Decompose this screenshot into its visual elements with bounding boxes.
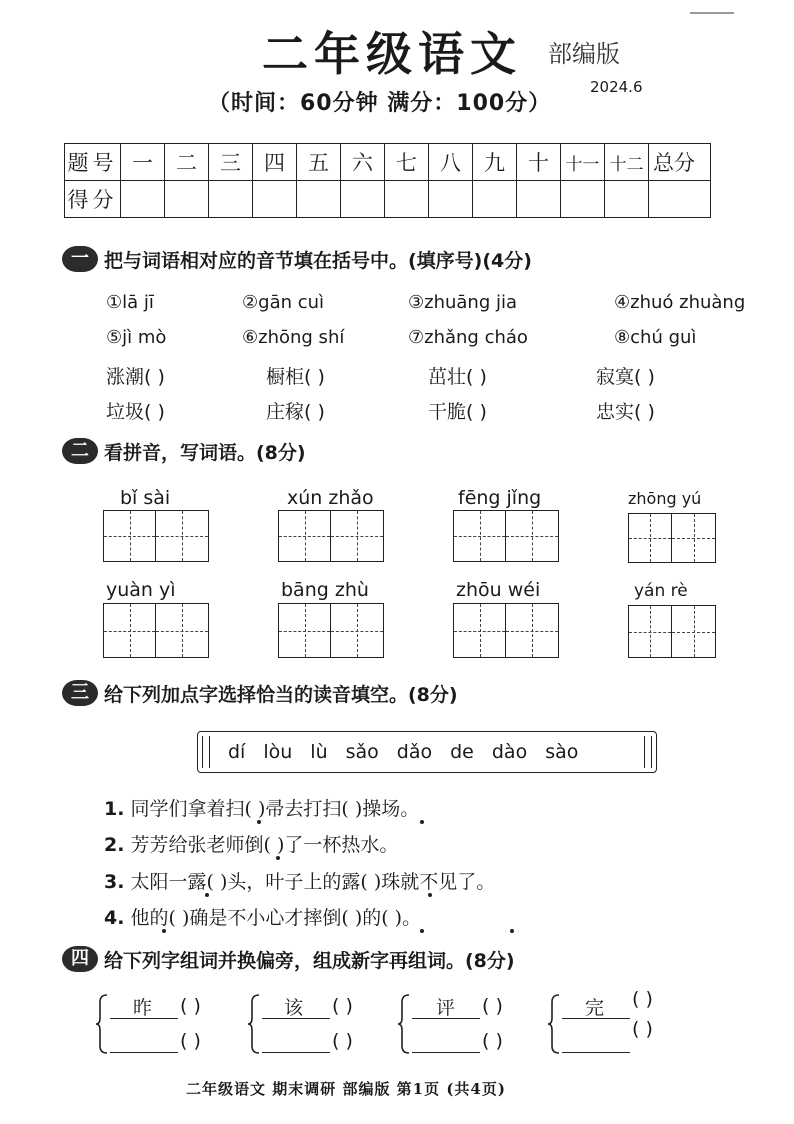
- writing-grid[interactable]: [103, 510, 209, 562]
- answer-line[interactable]: [110, 1018, 178, 1019]
- pinyin-option: ③zhuāng jia: [408, 292, 518, 313]
- score-cell[interactable]: [385, 181, 429, 218]
- question-text: 同学们拿着扫( )帚去打扫( )操场。: [130, 798, 420, 820]
- emphasis-dot: [257, 820, 261, 824]
- pinyin-prompt: bāng zhù: [281, 579, 369, 601]
- question-text: 太阳一露( )头，叶子上的露( )珠就不见了。: [130, 871, 496, 893]
- score-col-11: 十一: [561, 144, 605, 181]
- sound-option: lù: [310, 741, 328, 763]
- writing-grid[interactable]: [453, 510, 559, 562]
- word-paren[interactable]: ( ): [332, 1030, 353, 1052]
- score-cell[interactable]: [561, 181, 605, 218]
- word-paren[interactable]: ( ): [482, 995, 503, 1017]
- score-table: [64, 143, 711, 218]
- answer-line[interactable]: [412, 1018, 480, 1019]
- brace-icon: [96, 994, 108, 1054]
- scan-mark: [690, 12, 734, 22]
- base-character: 该: [284, 997, 304, 1019]
- writing-grid[interactable]: [103, 603, 209, 658]
- score-table-row1-label: 题号: [65, 144, 121, 181]
- answer-line[interactable]: [262, 1018, 330, 1019]
- pinyin-option: ⑥zhōng shí: [242, 327, 345, 348]
- emphasis-dot: [162, 929, 166, 933]
- answer-line[interactable]: [412, 1052, 480, 1053]
- pinyin-prompt: yán rè: [634, 581, 688, 601]
- word-paren[interactable]: ( ): [482, 1030, 503, 1052]
- score-col-2: 二: [165, 144, 209, 181]
- word-paren[interactable]: ( ): [632, 988, 653, 1010]
- section-2-badge: 二: [62, 438, 98, 464]
- writing-grid[interactable]: [628, 605, 716, 658]
- word-paren[interactable]: ( ): [332, 995, 353, 1017]
- word-paren[interactable]: ( ): [180, 995, 201, 1017]
- emphasis-dot: [420, 929, 424, 933]
- pinyin-prompt: zhōu wéi: [456, 579, 541, 601]
- writing-grid[interactable]: [278, 603, 384, 658]
- page-title: 二年级语文: [262, 27, 522, 81]
- pinyin-option: ⑤jì mò: [106, 327, 167, 348]
- pinyin-option: ②gān cuì: [242, 292, 325, 313]
- score-total-label: 总分: [649, 144, 711, 181]
- word-blank[interactable]: 涨潮( ): [106, 366, 165, 388]
- score-col-3: 三: [209, 144, 253, 181]
- word-blank[interactable]: 橱柜( ): [266, 366, 325, 388]
- section-1-badge: 一: [62, 246, 98, 272]
- brace-icon: [248, 994, 260, 1054]
- question-text: 芳芳给张老师倒( )了一杯热水。: [130, 834, 399, 856]
- word-paren[interactable]: ( ): [632, 1018, 653, 1040]
- score-cell[interactable]: [165, 181, 209, 218]
- emphasis-dot: [510, 929, 514, 933]
- score-cell[interactable]: [605, 181, 649, 218]
- score-col-9: 九: [473, 144, 517, 181]
- answer-line[interactable]: [562, 1052, 630, 1053]
- writing-grid[interactable]: [453, 603, 559, 658]
- score-cell[interactable]: [121, 181, 165, 218]
- question-1[interactable]: [104, 794, 419, 821]
- question-number: 3.: [104, 871, 125, 893]
- answer-line[interactable]: [562, 1018, 630, 1019]
- sound-options: [228, 741, 578, 763]
- pinyin-option: ④zhuó zhuàng: [614, 292, 746, 313]
- score-cell[interactable]: [517, 181, 561, 218]
- question-3[interactable]: [104, 867, 495, 894]
- score-table-header-row: [65, 144, 711, 181]
- word-blank[interactable]: 寂寞( ): [596, 366, 655, 388]
- section-4-title: 给下列字组词并换偏旁，组成新字再组词。(8分): [104, 950, 515, 972]
- exam-time-score: （时间：60分钟 满分：100分）: [208, 91, 552, 116]
- score-table-score-row: [65, 181, 711, 218]
- sound-option: sǎo: [345, 741, 379, 763]
- sound-option: dǎo: [396, 741, 433, 763]
- score-cell[interactable]: [253, 181, 297, 218]
- word-paren[interactable]: ( ): [180, 1030, 201, 1052]
- section-4-badge: 四: [62, 946, 98, 972]
- sound-option: de: [450, 741, 474, 763]
- score-col-12: 十二: [605, 144, 649, 181]
- score-col-6: 六: [341, 144, 385, 181]
- question-number: 2.: [104, 834, 125, 856]
- answer-line[interactable]: [110, 1052, 178, 1053]
- score-total-cell[interactable]: [649, 181, 711, 218]
- score-cell[interactable]: [473, 181, 517, 218]
- brace-icon: [548, 994, 560, 1054]
- score-col-5: 五: [297, 144, 341, 181]
- base-character: 评: [436, 997, 456, 1019]
- score-cell[interactable]: [341, 181, 385, 218]
- writing-grid[interactable]: [278, 510, 384, 562]
- question-text: 他的( )确是不小心才摔倒( )的( )。: [130, 907, 422, 929]
- word-blank[interactable]: 茁壮( ): [428, 366, 487, 388]
- section-3-badge: 三: [62, 680, 98, 706]
- exam-date: 2024.6: [590, 78, 643, 96]
- pinyin-prompt: fēng jǐng: [458, 487, 542, 509]
- question-number: 4.: [104, 907, 125, 929]
- score-cell[interactable]: [209, 181, 253, 218]
- word-blank[interactable]: 垃圾( ): [106, 401, 165, 423]
- pinyin-prompt: zhōng yú: [628, 489, 702, 508]
- emphasis-dot: [420, 820, 424, 824]
- pinyin-prompt: yuàn yì: [106, 579, 176, 601]
- sound-option: dào: [491, 741, 528, 763]
- base-character: 昨: [133, 997, 153, 1019]
- pinyin-prompt: bǐ sài: [120, 487, 171, 509]
- sound-option: lòu: [263, 741, 293, 763]
- base-character: 完: [585, 997, 605, 1019]
- answer-line[interactable]: [262, 1052, 330, 1053]
- question-number: 1.: [104, 798, 125, 820]
- word-blank[interactable]: 忠实( ): [596, 401, 655, 423]
- score-table-row2-label: 得分: [65, 181, 121, 218]
- page-footer: 二年级语文 期末调研 部编版 第1页 (共4页): [186, 1080, 506, 1098]
- score-col-8: 八: [429, 144, 473, 181]
- sound-option: dí: [228, 741, 246, 763]
- sound-option: sào: [545, 741, 579, 763]
- score-col-7: 七: [385, 144, 429, 181]
- pinyin-option: ⑦zhǎng cháo: [408, 327, 528, 348]
- pinyin-option: ①lā jī: [106, 292, 154, 313]
- writing-grid[interactable]: [628, 513, 716, 563]
- score-col-4: 四: [253, 144, 297, 181]
- section-2-title: 看拼音，写词语。(8分): [104, 442, 306, 464]
- pinyin-prompt: xún zhǎo: [287, 487, 374, 509]
- brace-icon: [398, 994, 410, 1054]
- score-cell[interactable]: [297, 181, 341, 218]
- question-2[interactable]: [104, 830, 398, 857]
- emphasis-dot: [428, 893, 432, 897]
- score-cell[interactable]: [429, 181, 473, 218]
- pinyin-option: ⑧chú guì: [614, 327, 697, 348]
- section-3-title: 给下列加点字选择恰当的读音填空。(8分): [104, 684, 458, 706]
- score-col-10: 十: [517, 144, 561, 181]
- score-col-1: 一: [121, 144, 165, 181]
- question-4[interactable]: [104, 903, 421, 930]
- section-1-title: 把与词语相对应的音节填在括号中。(填序号)(4分): [104, 250, 532, 272]
- emphasis-dot: [276, 856, 280, 860]
- edition-label: 部编版: [548, 40, 620, 68]
- word-blank[interactable]: 干脆( ): [428, 401, 487, 423]
- word-blank[interactable]: 庄稼( ): [266, 401, 325, 423]
- emphasis-dot: [205, 893, 209, 897]
